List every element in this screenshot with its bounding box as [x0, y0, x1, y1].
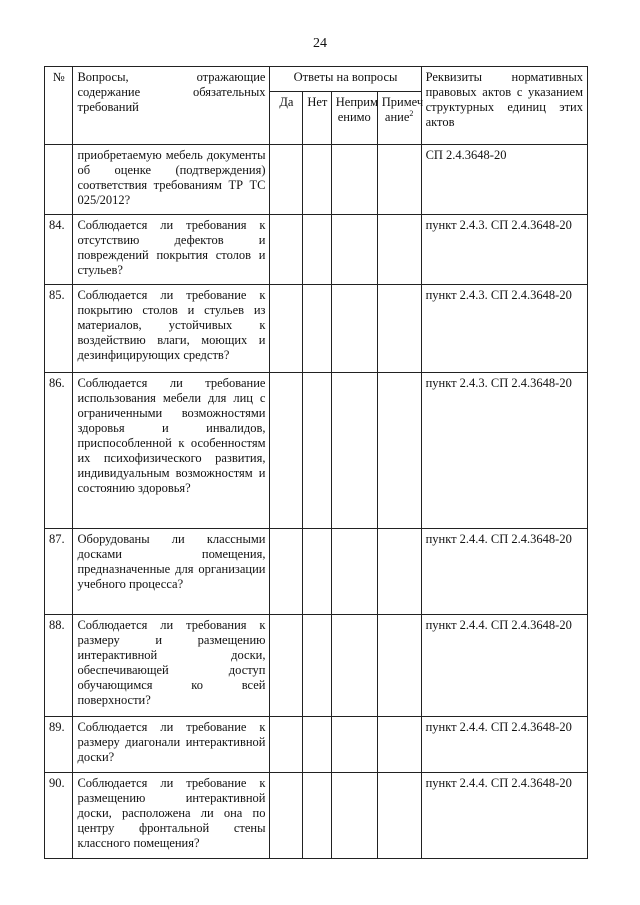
row-num: 87. — [45, 529, 73, 615]
cell-not-applicable[interactable] — [331, 285, 377, 373]
cell-not-applicable[interactable] — [331, 615, 377, 717]
row-num: 90. — [45, 773, 73, 859]
cell-yes[interactable] — [270, 145, 303, 215]
table-body — [45, 145, 588, 859]
table-row — [45, 373, 588, 529]
cell-note[interactable] — [377, 773, 421, 859]
cell-note[interactable] — [377, 529, 421, 615]
header-num: № — [45, 67, 73, 145]
table-header — [45, 67, 588, 145]
row-question: Соблюдается ли требование к размеру диагонали интерактивной доски? — [73, 717, 270, 773]
cell-no[interactable] — [303, 215, 331, 285]
header-no: Нет — [303, 92, 331, 145]
row-num: 85. — [45, 285, 73, 373]
row-question: Соблюдается ли требование к покрытию столов и стульев из материалов, устойчивых к воздействию влаги, моющих и дезинфицирующих средств? — [73, 285, 270, 373]
row-question: Соблюдается ли требование использования мебели для лиц с ограниченными возможностями здоровья и инвалидов, приспособленной к особенностям их психофизического развития, индивидуальным возможностям и состоянию здоровья? — [73, 373, 270, 529]
cell-no[interactable] — [303, 773, 331, 859]
cell-note[interactable] — [377, 145, 421, 215]
cell-no[interactable] — [303, 145, 331, 215]
cell-yes[interactable] — [270, 373, 303, 529]
header-answers: Ответы на вопросы — [270, 67, 421, 92]
cell-not-applicable[interactable] — [331, 145, 377, 215]
row-reference: пункт 2.4.4. СП 2.4.3648-20 — [421, 717, 587, 773]
cell-yes[interactable] — [270, 717, 303, 773]
table-row — [45, 529, 588, 615]
cell-not-applicable[interactable] — [331, 529, 377, 615]
row-num: 84. — [45, 215, 73, 285]
cell-yes[interactable] — [270, 615, 303, 717]
row-question: Соблюдается ли требования к отсутствию дефектов и повреждений покрытия столов и стульев? — [73, 215, 270, 285]
row-reference: пункт 2.4.3. СП 2.4.3648-20 — [421, 215, 587, 285]
cell-note[interactable] — [377, 215, 421, 285]
cell-yes[interactable] — [270, 529, 303, 615]
row-question: приобретаемую мебель документы об оценке (подтверждения) соответствия требованиям ТР ТС 025/2012? — [73, 145, 270, 215]
row-reference: пункт 2.4.3. СП 2.4.3648-20 — [421, 373, 587, 529]
row-reference: СП 2.4.3648-20 — [421, 145, 587, 215]
row-question: Оборудованы ли классными досками помещения, предназначенные для организации учебного процесса? — [73, 529, 270, 615]
requirements-checklist-table — [44, 66, 588, 859]
header-note-label: Примеч ание — [381, 95, 424, 124]
cell-no[interactable] — [303, 717, 331, 773]
cell-no[interactable] — [303, 373, 331, 529]
row-question: Соблюдается ли требование к размещению интерактивной доски, расположена ли она по центру фронтальной стены классного помещения? — [73, 773, 270, 859]
header-not-applicable: Неприм енимо — [331, 92, 377, 145]
header-requisites: Реквизиты нормативных правовых актов с указанием структурных единиц этих актов — [421, 67, 587, 145]
row-num — [45, 145, 73, 215]
row-question: Соблюдается ли требования к размеру и размещению интерактивной доски, обеспечивающей доступ обучающимся ко всей поверхности? — [73, 615, 270, 717]
cell-not-applicable[interactable] — [331, 773, 377, 859]
header-note-footnote: 2 — [409, 108, 414, 118]
table-row — [45, 285, 588, 373]
row-reference: пункт 2.4.4. СП 2.4.3648-20 — [421, 529, 587, 615]
table-row — [45, 773, 588, 859]
cell-no[interactable] — [303, 285, 331, 373]
row-num: 89. — [45, 717, 73, 773]
cell-note[interactable] — [377, 285, 421, 373]
row-num: 86. — [45, 373, 73, 529]
cell-yes[interactable] — [270, 285, 303, 373]
row-reference: пункт 2.4.4. СП 2.4.3648-20 — [421, 773, 587, 859]
cell-not-applicable[interactable] — [331, 717, 377, 773]
row-reference: пункт 2.4.4. СП 2.4.3648-20 — [421, 615, 587, 717]
cell-note[interactable] — [377, 717, 421, 773]
cell-no[interactable] — [303, 615, 331, 717]
cell-yes[interactable] — [270, 215, 303, 285]
row-num: 88. — [45, 615, 73, 717]
cell-note[interactable] — [377, 615, 421, 717]
cell-yes[interactable] — [270, 773, 303, 859]
header-note — [377, 92, 424, 145]
cell-no[interactable] — [303, 529, 331, 615]
header-questions: Вопросы, отражающие содержание обязательных требований — [73, 67, 270, 145]
cell-not-applicable[interactable] — [331, 373, 377, 529]
table-row — [45, 717, 588, 773]
cell-not-applicable[interactable] — [331, 215, 377, 285]
table-row — [45, 615, 588, 717]
table-row — [45, 145, 588, 215]
header-yes: Да — [270, 92, 303, 145]
page-number: 24 — [313, 36, 327, 51]
table-row — [45, 215, 588, 285]
cell-note[interactable] — [377, 373, 421, 529]
row-reference: пункт 2.4.3. СП 2.4.3648-20 — [421, 285, 587, 373]
